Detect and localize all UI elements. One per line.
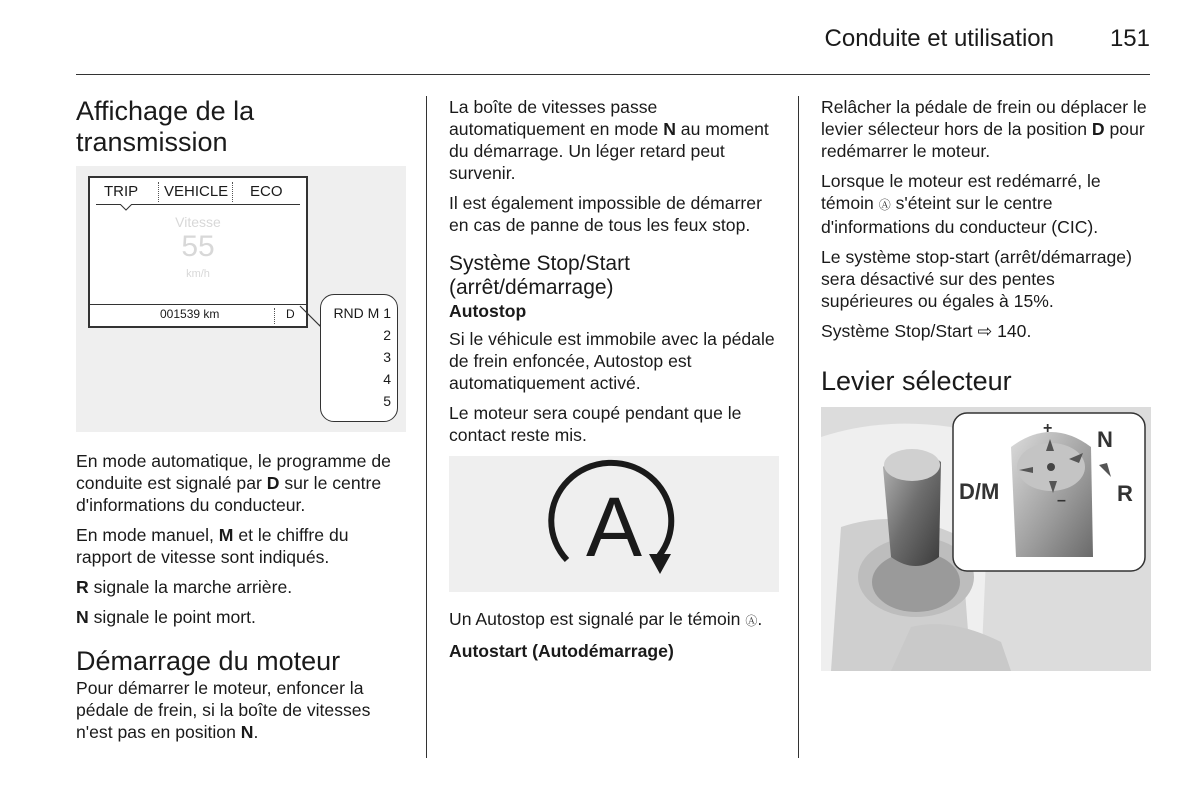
odometer-separator	[274, 308, 275, 324]
header-rule	[76, 74, 1150, 75]
tab-trip: TRIP	[104, 183, 139, 200]
speed-value: 55	[181, 230, 215, 263]
paragraph: Il est également impossible de démarrer en cas de panne de tous les feux stop.	[449, 193, 762, 235]
speed-label: Vitesse	[175, 214, 221, 230]
gear-callout	[320, 294, 398, 422]
column-1	[76, 96, 406, 751]
autostop-indicator-figure	[449, 456, 779, 592]
speed-unit: km/h	[186, 268, 210, 280]
section-heading-selector-lever: Levier sélecteur	[821, 366, 1012, 396]
column-3	[821, 96, 1151, 671]
tab-pointer-icon	[120, 204, 132, 211]
paragraph: Relâcher la pédale de frein ou déplacer le levier sélecteur hors de la position D pour redémarrer le moteur.	[821, 97, 1147, 161]
paragraph: N signale le point mort.	[76, 607, 256, 627]
paragraph: Lorsque le moteur est redémarré, le témoin Ⓐ s'éteint sur le centre d'informations du conducteur (CIC).	[821, 171, 1101, 237]
autostop-small-icon: Ⓐ	[745, 614, 758, 628]
section-heading-engine-start: Démarrage du moteur	[76, 646, 341, 676]
subheading-autostart: Autostart (Autodémarrage)	[449, 641, 674, 661]
odometer-divider	[90, 304, 306, 305]
paragraph: R signale la marche arrière.	[76, 577, 293, 597]
column-divider	[798, 96, 799, 758]
lever-n-label: N	[1097, 427, 1113, 452]
callout-gear-row: RND M 1	[333, 305, 391, 321]
section-heading-stop-start: Système Stop/Start (arrêt/démarrage)	[449, 252, 630, 299]
paragraph: La boîte de vitesses passe automatiquement en mode N au moment du démarrage. Un léger retard peut survenir.	[449, 97, 769, 183]
odometer-value: 001539 km	[160, 307, 220, 321]
paragraph: Le moteur sera coupé pendant que le contact reste mis.	[449, 403, 742, 445]
paragraph: En mode automatique, le programme de conduite est signalé par D sur le centre d'informations du conducteur.	[76, 451, 391, 515]
column-2	[449, 96, 779, 668]
driver-info-screen	[88, 176, 308, 328]
transmission-display-figure	[76, 166, 406, 432]
paragraph: Un Autostop est signalé par le témoin Ⓐ.	[449, 609, 763, 629]
paragraph: En mode manuel, M et le chiffre du rapport de vitesse sont indiqués.	[76, 525, 349, 567]
callout-gear-2: 2	[383, 327, 391, 343]
tab-vehicle: VEHICLE	[164, 183, 229, 200]
paragraph: Système Stop/Start ⇨ 140.	[821, 321, 1032, 341]
callout-gear-5: 5	[383, 393, 391, 409]
lever-plus-label: +	[1043, 420, 1053, 437]
paragraph: Pour démarrer le moteur, enfoncer la pédale de frein, si la boîte de vitesses n'est pas en position N.	[76, 678, 371, 742]
paragraph: Si le véhicule est immobile avec la pédale de frein enfoncée, Autostop est automatiquement activé.	[449, 329, 775, 393]
autostop-small-icon: Ⓐ	[878, 198, 891, 212]
autostop-icon	[449, 456, 779, 592]
paragraph: Le système stop-start (arrêt/démarrage) sera désactivé sur des pentes supérieures ou égales à 15%.	[821, 247, 1132, 311]
gear-indicator: D	[286, 307, 295, 321]
page-number: 151	[1109, 25, 1150, 52]
callout-gear-4: 4	[383, 371, 391, 387]
autostop-icon-letter: A	[585, 480, 643, 574]
section-heading-transmission-display: Affichage de la transmission	[76, 96, 255, 157]
lever-minus-label: –	[1057, 492, 1066, 509]
tab-eco: ECO	[250, 183, 283, 200]
tab-separator	[158, 182, 159, 202]
selector-lever-figure	[821, 407, 1151, 671]
lever-r-label: R	[1117, 481, 1133, 506]
selector-lever-illustration	[821, 407, 1151, 671]
subheading-autostop: Autostop	[449, 301, 527, 321]
column-divider	[426, 96, 427, 758]
lever-dm-label: D/M	[959, 479, 1000, 504]
callout-gear-3: 3	[383, 349, 391, 365]
page-header-title: Conduite et utilisation	[824, 25, 1054, 52]
page-reference-arrow-icon: ⇨	[977, 321, 993, 341]
tab-separator	[232, 182, 233, 202]
